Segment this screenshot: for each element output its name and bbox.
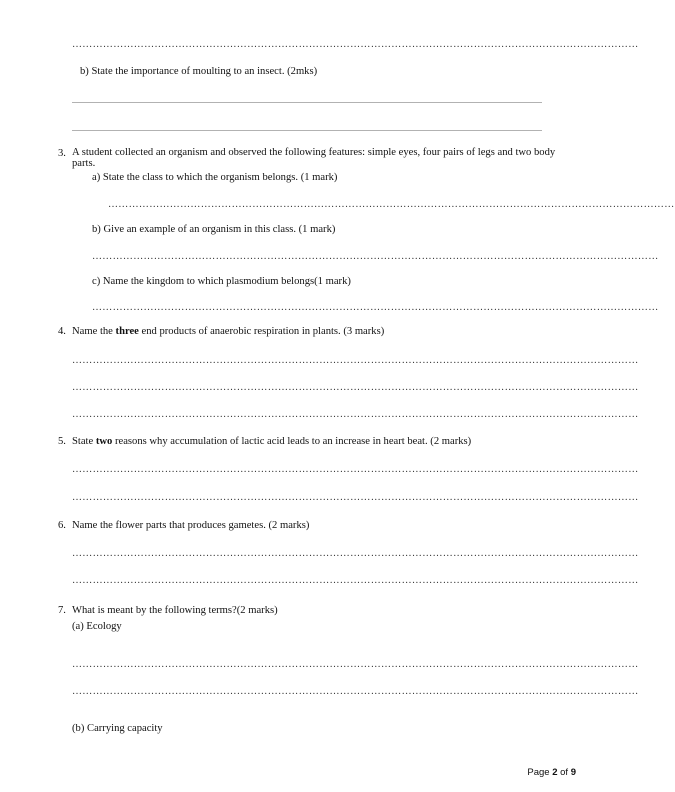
- answer-line: …………………………………………………………………………………………………………………………………………………: [72, 686, 639, 697]
- question-4-number: 4.: [58, 326, 66, 337]
- answer-line: ...........................................................................................................................................................................................................................................: [72, 96, 542, 105]
- page-number: Page 2 of 9: [527, 767, 576, 778]
- answer-line: …………………………………………………………………………………………………………………………………………………: [72, 659, 639, 670]
- question-3-number: 3.: [58, 148, 66, 159]
- question-2b-text: b) State the importance of moulting to an insect. (2mks): [80, 66, 318, 77]
- question-7-text: What is meant by the following terms?(2 marks): [72, 605, 278, 616]
- question-5-text: State two reasons why accumulation of lactic acid leads to an increase in heart beat. (2 marks): [72, 436, 472, 447]
- question-5-number: 5.: [58, 436, 66, 447]
- answer-line: …………………………………………………………………………………………………………………………………………………: [72, 548, 639, 559]
- question-4-text: Name the three end products of anaerobic respiration in plants. (3 marks): [72, 326, 385, 337]
- answer-line: …………………………………………………………………………………………………………………………………………………: [72, 409, 639, 420]
- question-6-number: 6.: [58, 520, 66, 531]
- question-3b-text: b) Give an example of an organism in this class. (1 mark): [92, 224, 336, 235]
- answer-line: …………………………………………………………………………………………………………………………………………………: [72, 575, 639, 586]
- answer-line: …………………………………………………………………………………………………………………………………………………: [92, 302, 659, 313]
- answer-line: …………………………………………………………………………………………………………………………………………………: [72, 492, 639, 503]
- question-7-number: 7.: [58, 605, 66, 616]
- question-6-text: Name the flower parts that produces gametes. (2 marks): [72, 520, 310, 531]
- answer-line: …………………………………………………………………………………………………………………………………………………: [72, 464, 639, 475]
- question-3c-text: c) Name the kingdom to which plasmodium belongs(1 mark): [92, 276, 351, 287]
- question-7a-text: (a) Ecology: [72, 621, 122, 632]
- answer-line: …………………………………………………………………………………………………………………………………………………: [92, 251, 659, 262]
- answer-line: …………………………………………………………………………………………………………………………………………………: [72, 382, 639, 393]
- question-7b-text: (b) Carrying capacity: [72, 723, 163, 734]
- question-3-stem: A student collected an organism and observed the following features: simple eyes, four pairs of legs and two body parts.: [72, 147, 556, 169]
- answer-line: …………………………………………………………………………………………………………………………………………………: [108, 199, 675, 210]
- answer-line: ...........................................................................................................................................................................................................................................: [72, 124, 542, 133]
- answer-line: …………………………………………………………………………………………………………………………………………………: [72, 355, 639, 366]
- question-3a-text: a) State the class to which the organism belongs. (1 mark): [92, 172, 338, 183]
- answer-line: …………………………………………………………………………………………………………………………………………………: [72, 39, 639, 50]
